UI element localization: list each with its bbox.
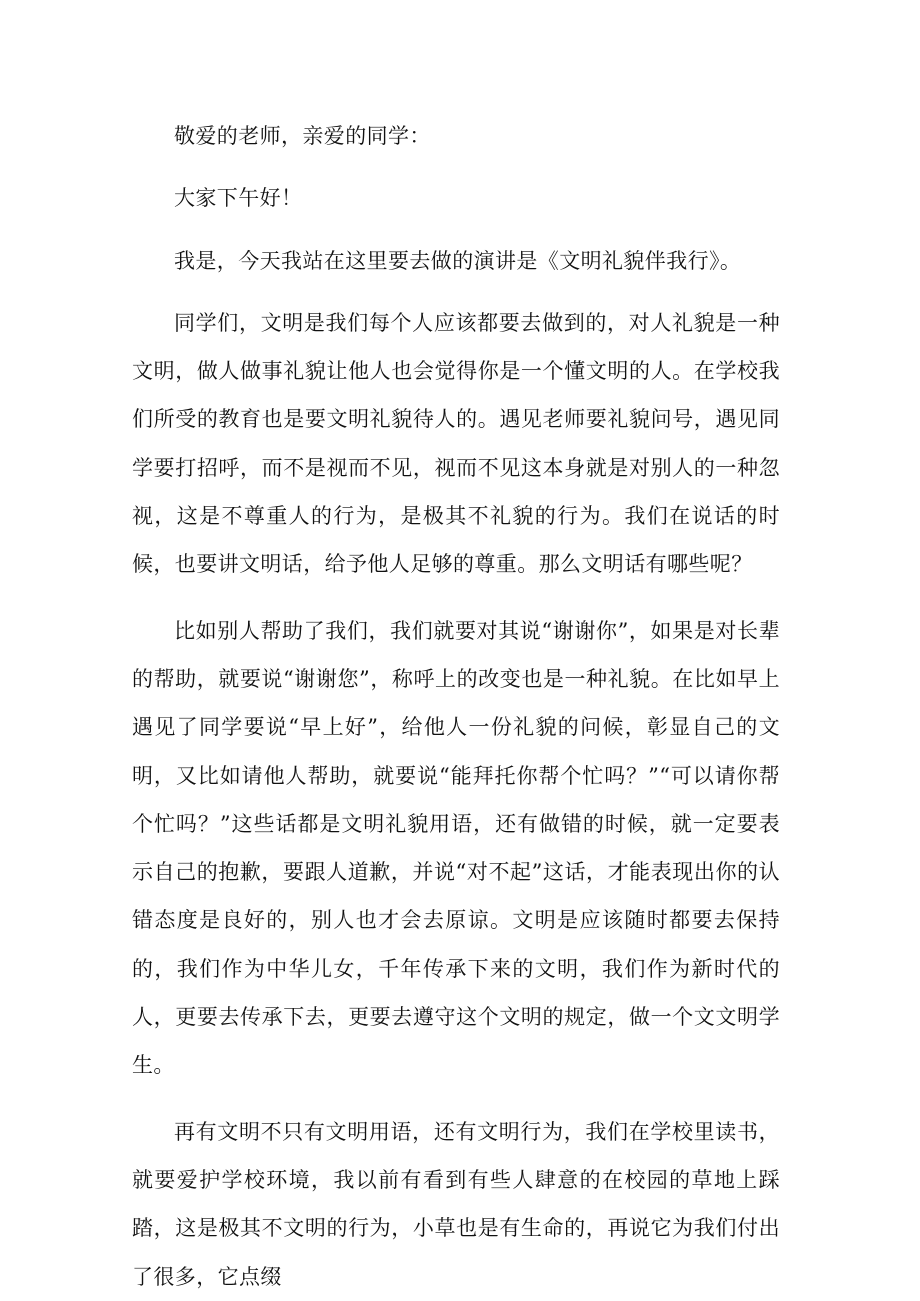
paragraph-1: 同学们，文明是我们每个人应该都要去做到的，对人礼貌是一种文明，做人做事礼貌让他人也会觉得你是一个懂文明的人。在学校我们所受的教育也是要文明礼貌待人的。遇见老师要礼貌问号，遇见同学要打招呼，而不是视而不见，视而不见这本身就是对别人的一种忽视，这是不尊重人的行为，是极其不礼貌的行为。我们在说话的时候，也要讲文明话，给予他人足够的尊重。那么文明话有哪些呢？ <box>132 310 780 577</box>
paragraph-2: 比如别人帮助了我们，我们就要对其说“谢谢你”，如果是对长辈的帮助，就要说“谢谢您”，称呼上的改变也是一种礼貌。在比如早上遇见了同学要说“早上好”，给他人一份礼貌的问候，彰显自己的文明，又比如请他人帮助，就要说“能拜托你帮个忙吗？”“可以请你帮个忙吗？”这些话都是文明礼貌用语，还有做错的时候，就一定要表示自己的抱歉，要跟人道歉，并说“对不起”这话，才能表现出你的认错态度是良好的，别人也才会去原谅。文明是应该随时都要去保持的，我们作为中华儿女，千年传承下来的文明，我们作为新时代的人，更要去传承下去，更要去遵守这个文明的规定，做一个文文明学生。 <box>132 618 780 1078</box>
intro-line: 我是，今天我站在这里要去做的演讲是《文明礼貌伴我行》。 <box>174 248 742 273</box>
speech-body <box>132 112 780 1301</box>
salutation: 敬爱的老师，亲爱的同学： <box>174 124 431 148</box>
paragraph-3: 再有文明不只有文明用语，还有文明行为，我们在学校里读书，就要爱护学校环境，我以前有看到有些人肆意的在校园的草地上踩踏，这是极其不文明的行为，小草也是有生命的，再说它为我们付出了很多，它点缀 <box>132 1119 780 1289</box>
greeting: 大家下午好！ <box>174 186 303 211</box>
